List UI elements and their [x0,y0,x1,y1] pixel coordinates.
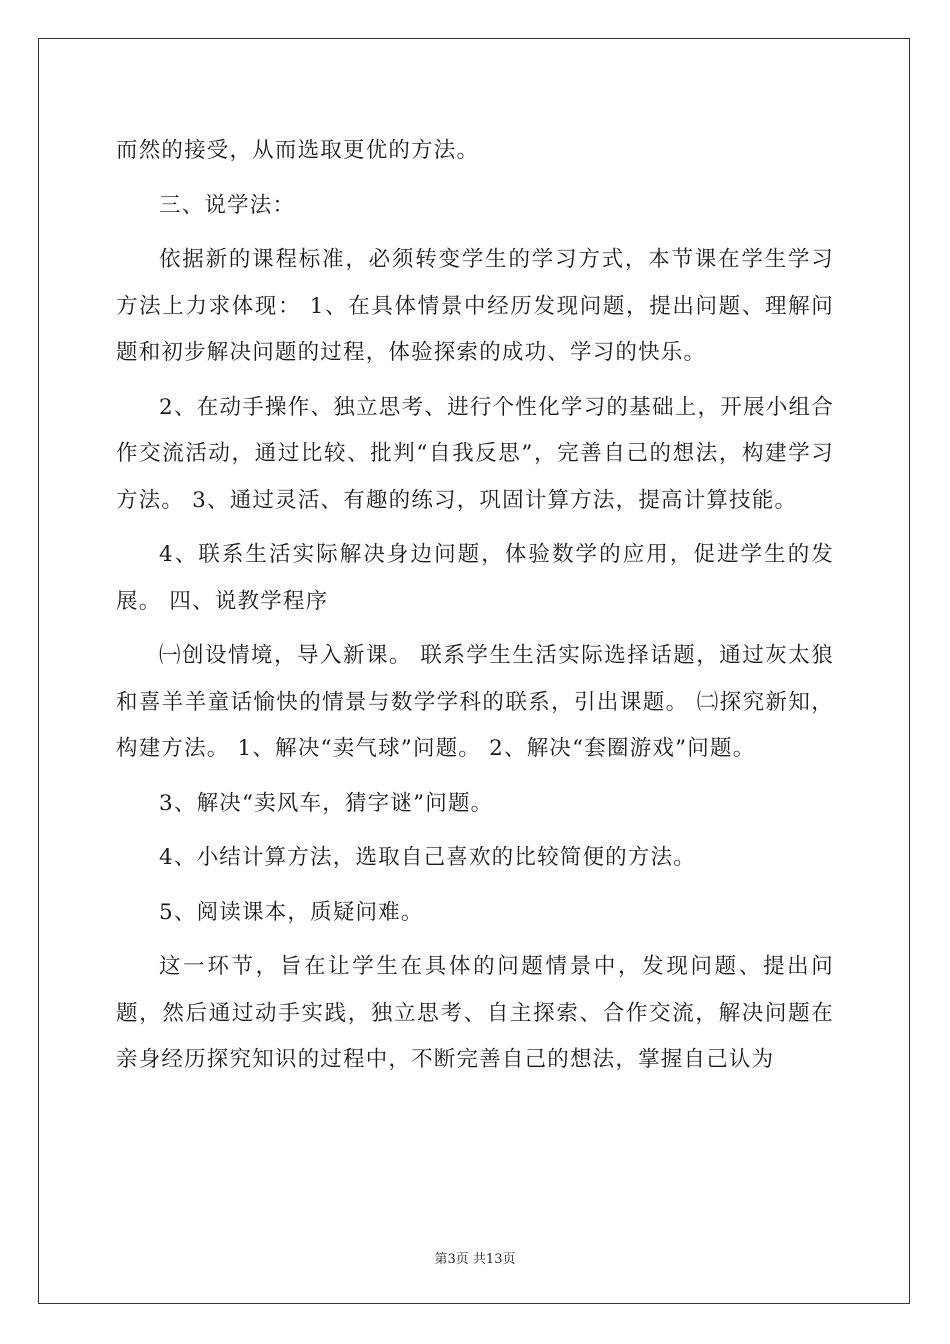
paragraph: 3、解决“卖风车，猜字谜”问题。 [159,790,494,816]
document-body [116,128,834,1084]
paragraph: 2、在动手操作、独立思考、进行个性化学习的基础上，开展小组合作交流活动，通过比较、批判“自我反思”，完善自己的想法，构建学习方法。 3、通过灵活、有趣的练习，巩固计算方法，提高计算技能。 [116,394,834,513]
paragraph: 这一环节，旨在让学生在具体的问题情景中，发现问题、提出问题，然后通过动手实践，独立思考、自主探索、合作交流，解决问题在亲身经历探究知识的过程中，不断完善自己的想法，掌握自己认为 [116,954,834,1072]
paragraph: ㈠创设情境，导入新课。 联系学生生活实际选择话题，通过灰太狼和喜羊羊童话愉快的情景与数学学科的联系，引出课题。 ㈡探究新知，构建方法。 1、解决“卖气球”问题。 2、解决“套圈游戏”问题。 [116,643,834,761]
paragraph-continuation: 而然的接受，从而选取更优的方法。 [116,138,480,163]
section-heading-study-method: 三、说学法： [159,192,296,218]
paragraph: 依据新的课程标准，必须转变学生的学习方式，本节课在学生学习方法上力求体现： 1、在具体情景中经历发现问题，提出问题、理解问题和初步解决问题的过程，体验探索的成功、学习的快乐。 [116,247,834,365]
paragraph: 4、小结计算方法，选取自己喜欢的比较简便的方法。 [159,845,696,870]
paragraph: 5、阅读课本，质疑问难。 [159,899,424,925]
page-number-footer: 第3页 共13页 [434,1252,516,1267]
paragraph: 4、联系生活实际解决身边问题，体验数学的应用，促进学生的发展。 四、说教学程序 [116,542,834,614]
